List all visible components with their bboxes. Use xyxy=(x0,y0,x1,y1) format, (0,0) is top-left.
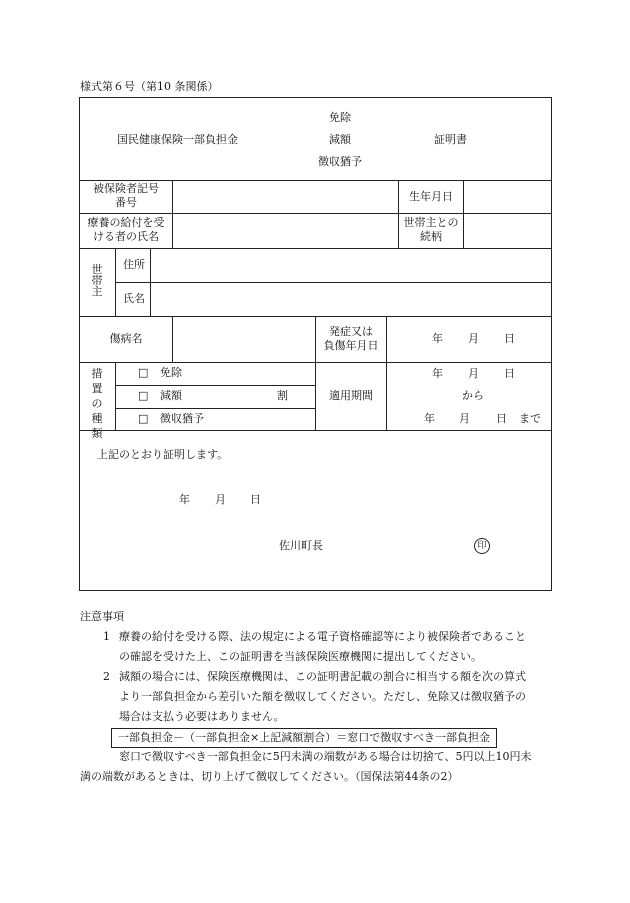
form-number: 様式第６号（第10 条関係） xyxy=(80,80,219,93)
period-start-year: 年 xyxy=(432,367,443,380)
relationship-field[interactable] xyxy=(464,214,551,248)
name-label: 氏名 xyxy=(123,292,145,305)
note-2-line-1: 減額の場合には、保険医療機関は、この証明書記載の割合に相当する額を次の算式 xyxy=(119,670,526,683)
period-start-month: 月 xyxy=(468,367,479,380)
recipient-name-label: 療養の給付を受 ける者の氏名 xyxy=(87,216,165,243)
period-from: から xyxy=(462,389,484,402)
cert-month: 月 xyxy=(215,493,226,506)
measure-reduction-label: 減額 xyxy=(160,389,182,402)
period-label: 適用期間 xyxy=(329,389,373,402)
measure-deferral-label: 徴収猶予 xyxy=(160,412,204,425)
issuer-name: 佐川町長 xyxy=(279,539,323,552)
cert-year: 年 xyxy=(179,493,190,506)
measure-exemption-label: 免除 xyxy=(160,366,182,379)
title-right: 証明書 xyxy=(434,133,467,146)
injury-label: 傷病名 xyxy=(109,332,143,345)
address-field[interactable] xyxy=(151,249,551,282)
checkbox-exemption[interactable]: □ xyxy=(138,366,149,379)
title-option-deferral: 徴収猶予 xyxy=(318,155,362,168)
note-2-line-2: より一部負担金から差引いた額を徴収してください。ただし、免除又は徴収猶予の xyxy=(119,690,526,703)
measure-type-label: 措置の種類 xyxy=(91,367,103,440)
reduction-wari-unit: 割 xyxy=(277,389,288,402)
note-2-number: 2 xyxy=(103,670,110,683)
certification-statement: 上記のとおり証明します。 xyxy=(97,448,229,461)
period-end-month: 月 xyxy=(459,412,470,425)
onset-month: 月 xyxy=(468,332,479,345)
note-1-number: 1 xyxy=(103,630,110,643)
note-1-line-2: の確認を受けた上、この証明書を当該保険医療機関に提出してください。 xyxy=(119,650,482,663)
period-start-day: 日 xyxy=(504,367,515,380)
checkbox-reduction[interactable]: □ xyxy=(138,389,149,402)
insured-number-label: 被保険者記号 番号 xyxy=(93,182,159,209)
period-end-year: 年 xyxy=(424,412,435,425)
onset-date-label: 発症又は 負傷年月日 xyxy=(323,325,379,352)
rounding-line-1: 窓口で徴収すべき一部負担金に5円未満の端数がある場合は切捨て、5円以上10円未 xyxy=(119,750,532,763)
birth-date-label: 生年月日 xyxy=(409,190,453,203)
household-head-name-field[interactable] xyxy=(151,283,551,316)
onset-year: 年 xyxy=(432,332,443,345)
notes-heading: 注意事項 xyxy=(80,610,124,623)
formula-box: 一部負担金－（一部負担金×上記減額割合）＝窓口で徴収すべき一部負担金 xyxy=(111,728,497,748)
rounding-line-2: 満の端数があるときは、切り上げて徴収してください。（国保法第44条の2） xyxy=(80,770,459,783)
birth-date-field[interactable] xyxy=(464,181,551,213)
title-left: 国民健康保険一部負担金 xyxy=(117,133,238,146)
title-option-reduction: 減額 xyxy=(329,133,351,146)
note-1-line-1: 療養の給付を受ける際、法の規定による電子資格確認等により被保険者であること xyxy=(119,630,526,643)
period-end-day: 日 xyxy=(496,412,507,425)
checkbox-deferral[interactable]: □ xyxy=(138,412,149,425)
injury-field[interactable] xyxy=(173,317,315,362)
head-of-household-label: 世帯主 xyxy=(91,263,103,298)
relationship-label: 世帯主との 続柄 xyxy=(403,216,459,243)
cert-day: 日 xyxy=(250,493,261,506)
seal-mark: 印 xyxy=(474,538,490,554)
title-option-exemption: 免除 xyxy=(329,111,351,124)
onset-day: 日 xyxy=(504,332,515,345)
address-label: 住所 xyxy=(123,258,145,271)
insured-number-field[interactable] xyxy=(173,181,398,213)
note-2-line-3: 場合は支払う必要はありません。 xyxy=(119,710,285,723)
period-until: まで xyxy=(519,412,541,425)
recipient-name-field[interactable] xyxy=(173,214,398,248)
